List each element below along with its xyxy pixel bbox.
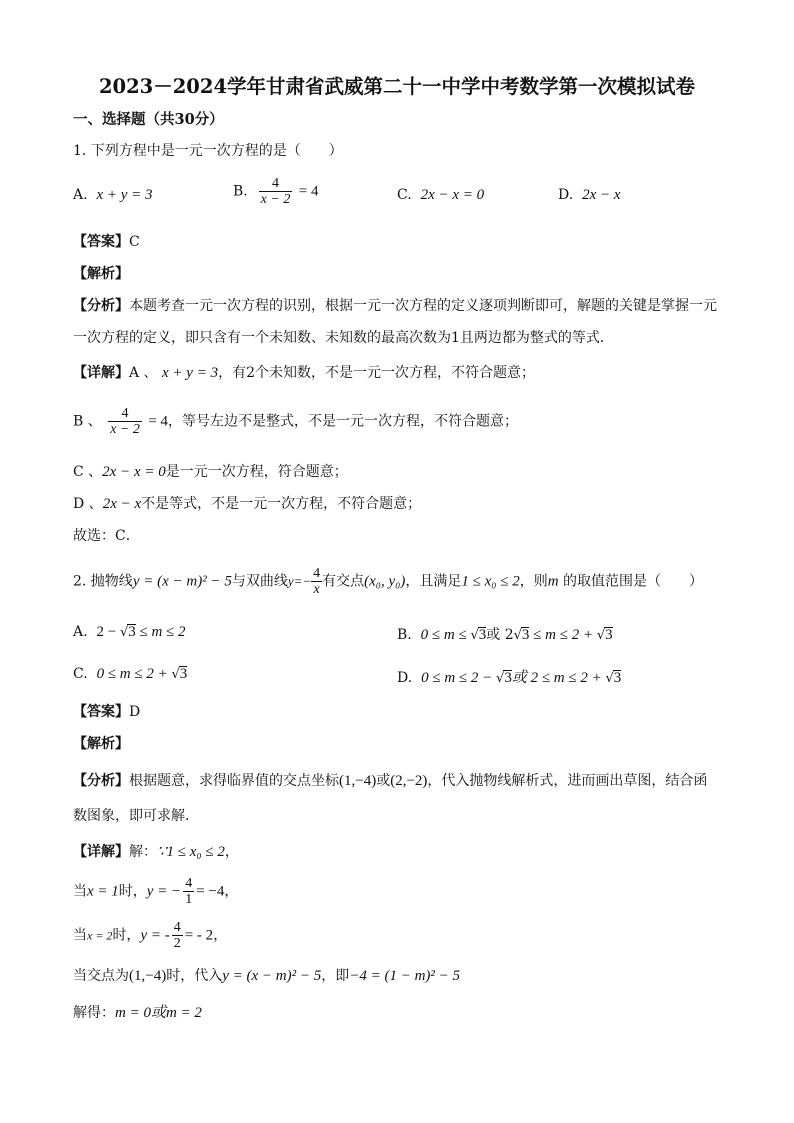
fraction: $\frac{4}{x - 2}$ xyxy=(260,176,291,207)
document-title: 2023－2024学年甘肃省武威第二十一中学中考数学第一次模拟试卷 xyxy=(98,75,696,98)
q2-detail-1: 【详解】解：∵1 ≤ x₀ ≤ 2， xyxy=(73,844,239,860)
q2-option-d[interactable]: D. 0 ≤ m ≤ 2 − √3或 2 ≤ m ≤ 2 + √3 xyxy=(397,670,622,686)
q2-option-a[interactable]: A. 2 − √3 ≤ m ≤ 2 xyxy=(73,624,186,640)
q2-detail-2: 当x = 1时，y = − $\frac{4}{1}$ = −4， xyxy=(73,876,239,907)
q2-answer: 【答案】D xyxy=(73,704,141,720)
q2-detail-3: 当x = 2时，y = - $\frac{4}{2}$ = - 2， xyxy=(73,920,228,951)
fraction: $\frac{4}{2}$ xyxy=(173,920,181,951)
q1-answer: 【答案】C xyxy=(73,234,140,250)
q2-stem: 2. 抛物线y = (x − m)² − 5与双曲线y=− $\frac{4}{x}$ 有交点(x₀, y₀)，且满足1 ≤ x₀ ≤ 2，则m 的取值范围是（ ） xyxy=(73,566,704,597)
q1-detail-a: 【详解】A 、 x + y = 3，有2个未知数，不是一元一次方程，不符合题意； xyxy=(73,365,535,381)
q2-fenxi-line1: 【分析】根据题意，求得临界值的交点坐标(1,−4)或(2,−2)，代入抛物线解析式，进而画出草图，结合函 xyxy=(73,773,708,789)
section-heading: 一、选择题（共30分） xyxy=(73,111,224,128)
q1-option-c[interactable]: C. 2x − x = 0 xyxy=(397,187,485,203)
q1-option-b[interactable]: B. $\frac{4}{x - 2}$ = 4 xyxy=(233,176,319,207)
q2-option-b[interactable]: B. 0 ≤ m ≤ √3或 2√3 ≤ m ≤ 2 + √3 xyxy=(397,627,613,643)
q2-detail-4: 当交点为(1,−4)时，代入y = (x − m)² − 5，即−4 = (1 − m)² − 5 xyxy=(73,968,461,984)
q1-choose: 故选：C． xyxy=(73,528,140,544)
q2-detail-5: 解得：m = 0或m = 2 xyxy=(73,1005,202,1021)
q2-analysis-tag: 【解析】 xyxy=(73,736,129,752)
q1-fenxi-line2: 一次方程的定义，即只含有一个未知数、未知数的最高次数为1且两边都为整式的等式． xyxy=(73,330,614,346)
q1-option-a[interactable]: A. x + y = 3 xyxy=(73,187,153,203)
q1-detail-d: D 、2x − x不是等式，不是一元一次方程，不符合题意； xyxy=(73,496,422,512)
q2-option-c[interactable]: C. 0 ≤ m ≤ 2 + √3 xyxy=(73,666,188,682)
q1-fenxi-line1: 【分析】本题考查一元一次方程的识别，根据一元一次方程的定义逐项判断即可，解题的关键是掌握一元 xyxy=(73,298,717,314)
fraction: $\frac{4}{1}$ xyxy=(185,876,193,907)
q1-analysis-tag: 【解析】 xyxy=(73,266,129,282)
q1-detail-b: B 、 $\frac{4}{x - 2}$ = 4，等号左边不是整式，不是一元一次方程，不符合题意； xyxy=(73,406,519,437)
q1-option-d[interactable]: D. 2x − x xyxy=(558,187,621,203)
q1-stem: 1. 下列方程中是一元一次方程的是（ ） xyxy=(73,143,343,159)
fraction: $\frac{4}{x - 2}$ xyxy=(110,406,140,437)
q1-detail-c: C 、2x − x = 0是一元一次方程，符合题意； xyxy=(73,464,348,480)
fraction: $\frac{4}{x}$ xyxy=(313,566,321,597)
q2-fenxi-line2: 数图象，即可求解． xyxy=(73,808,199,824)
